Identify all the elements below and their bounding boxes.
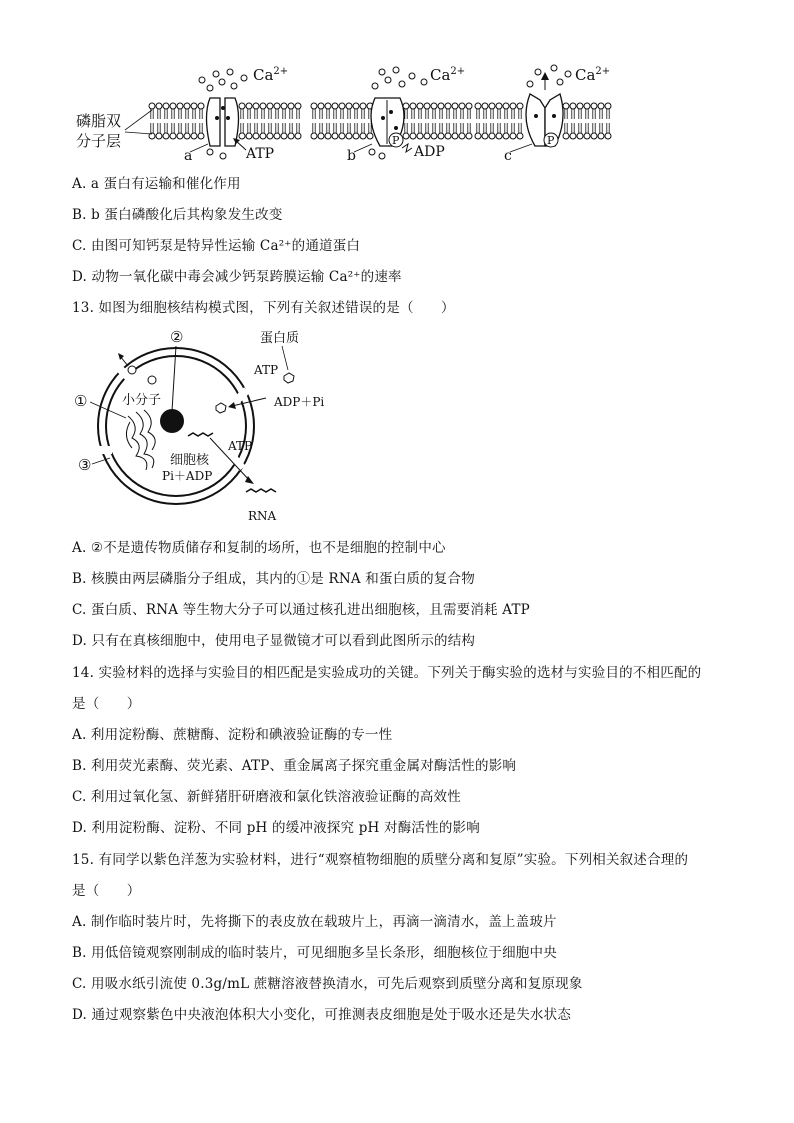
label-atp-top: ATP (254, 363, 279, 377)
phospholipid (281, 103, 287, 139)
ca-ions-b (372, 67, 427, 89)
panel-a-letter: a (184, 148, 193, 164)
q13-option-d: D. 只有在真核细胞中，使用电子显微镜才可以看到此图所示的结构 (72, 633, 476, 649)
phospholipid (417, 103, 423, 139)
phospholipid (452, 103, 458, 139)
phospholipid (156, 103, 162, 139)
ca-label-c: $Ca^{2+}$ (575, 66, 611, 84)
phospholipid (577, 103, 583, 139)
panel-c-letter: c (504, 148, 512, 164)
q13-stem: 13. 如图为细胞核结构模式图，下列有关叙述错误的是（ ） (72, 300, 455, 316)
phospholipid (191, 103, 197, 139)
membrane-label-line2: 分子层 (76, 132, 122, 150)
pump-protein-b (371, 98, 404, 147)
q12-option-d: D. 动物一氧化碳中毒会减少钙泵跨膜运输 Ca²⁺的速率 (72, 269, 402, 285)
q14-option-c: C. 利用过氧化氢、新鲜猪肝研磨液和氯化铁溶液验证酶的高效性 (72, 789, 461, 805)
ca-ions-below-b (369, 149, 385, 159)
calcium-pump-figure (70, 60, 630, 170)
phospholipid (170, 103, 176, 139)
label-adp-pi: ADP＋Pi (274, 395, 325, 409)
ca-ions-c (527, 65, 571, 87)
label-protein: 蛋白质 (260, 331, 300, 346)
phospholipid (570, 103, 576, 139)
phospholipid (253, 103, 259, 139)
phospholipid (605, 103, 611, 139)
phospholipid (325, 103, 331, 139)
phospholipid (598, 103, 604, 139)
q12-option-b: B. b 蛋白磷酸化后其构象发生改变 (72, 207, 283, 223)
label-pi-adp: Pi＋ADP (162, 469, 213, 483)
membrane-label-line1: 磷脂双 (76, 112, 122, 130)
phospholipid (311, 103, 317, 139)
phospholipid (510, 103, 516, 139)
q13-option-a: A. ②不是遗传物质储存和复制的场所，也不是细胞的控制中心 (72, 540, 446, 556)
ca-label-a: $Ca^{2+}$ (253, 66, 289, 84)
q13-option-c: C. 蛋白质、RNA 等生物大分子可以通过核孔进出细胞核，且需要消耗 ATP (72, 602, 530, 618)
q14-option-d: D. 利用淀粉酶、淀粉、不同 pH 的缓冲液探究 pH 对酶活性的影响 (72, 820, 480, 836)
phospholipid (288, 103, 294, 139)
phospholipid (496, 103, 502, 139)
phospholipid (431, 103, 437, 139)
q15-stem-line2: 是（ ） (72, 883, 141, 899)
ca-ions-below-a (207, 149, 226, 159)
q15-option-c: C. 用吸水纸引流使 0.3g/mL 蔗糖溶液替换清水，可先后观察到质壁分离和复原现象 (72, 976, 583, 992)
ca-label-b: $Ca^{2+}$ (430, 66, 466, 84)
q15-option-b: B. 用低倍镜观察刚制成的临时装片，可见细胞多呈长条形，细胞核位于细胞中央 (72, 945, 557, 961)
q14-option-b: B. 利用荧光素酶、荧光素、ATP、重金属离子探究重金属对酶活性的影响 (72, 758, 517, 774)
panel-b-letter: b (347, 148, 356, 164)
phospholipid (163, 103, 169, 139)
phospholipid (267, 103, 273, 139)
phosphate-c: P (547, 134, 555, 147)
phospholipid (445, 103, 451, 139)
label-small-molecule: 小分子 (122, 393, 162, 408)
q14-stem-line2: 是（ ） (72, 696, 141, 712)
nucleolus (160, 409, 184, 433)
label-num1: ① (74, 392, 88, 410)
phosphate-b: P (392, 134, 400, 147)
label-num3: ③ (78, 456, 92, 474)
phospholipid (563, 103, 569, 139)
ca-ions-a (199, 69, 247, 91)
label-atp-mid: ATP (228, 439, 253, 453)
phospholipid (517, 103, 523, 139)
phospholipid (184, 103, 190, 139)
phospholipid (339, 103, 345, 139)
phospholipid (353, 103, 359, 139)
phospholipid (489, 103, 495, 139)
phospholipid (360, 103, 366, 139)
q14-option-a: A. 利用淀粉酶、蔗糖酶、淀粉和碘液验证酶的专一性 (72, 727, 393, 743)
q15-stem-line1: 15. 有同学以紫色洋葱为实验材料，进行“观察植物细胞的质壁分离和复原”实验。下列相关叙述合理的 (72, 852, 689, 868)
phospholipid (482, 103, 488, 139)
nucleus-figure (70, 326, 350, 531)
phospholipid (332, 103, 338, 139)
panel-a-atp: ATP (246, 146, 275, 162)
phospholipid (459, 103, 465, 139)
phospholipid (318, 103, 324, 139)
phospholipid (584, 103, 590, 139)
label-nucleus: 细胞核 (170, 453, 210, 468)
label-rna: RNA (248, 509, 277, 523)
phospholipid (424, 103, 430, 139)
q13-option-b: B. 核膜由两层磷脂分子组成，其内的①是 RNA 和蛋白质的复合物 (72, 571, 475, 587)
phospholipid (295, 103, 301, 139)
q15-option-d: D. 通过观察紫色中央液泡体积大小变化，可推测表皮细胞是处于吸水还是失水状态 (72, 1007, 572, 1023)
chromatin (126, 410, 155, 470)
phospholipid (274, 103, 280, 139)
panel-b-adp: ADP (414, 144, 445, 160)
label-num2: ② (170, 328, 184, 346)
q14-stem-line1: 14. 实验材料的选择与实验目的相匹配是实验成功的关键。下列关于酶实验的选材与实验目的不相匹配的 (72, 665, 702, 681)
phospholipid (438, 103, 444, 139)
phospholipid (246, 103, 252, 139)
phospholipid (475, 103, 481, 139)
q12-option-c: C. 由图可知钙泵是特异性运输 Ca²⁺的通道蛋白 (72, 238, 361, 254)
phospholipid (346, 103, 352, 139)
phospholipid (466, 103, 472, 139)
phospholipid (177, 103, 183, 139)
phospholipid (591, 103, 597, 139)
phospholipid (239, 103, 245, 139)
phospholipid (198, 103, 204, 139)
phospholipid (410, 103, 416, 139)
q12-option-a: A. a 蛋白有运输和催化作用 (72, 176, 241, 192)
phospholipid (260, 103, 266, 139)
q15-option-a: A. 制作临时装片时，先将撕下的表皮放在载玻片上，再滴一滴清水，盖上盖玻片 (72, 914, 557, 930)
phospholipid (503, 103, 509, 139)
